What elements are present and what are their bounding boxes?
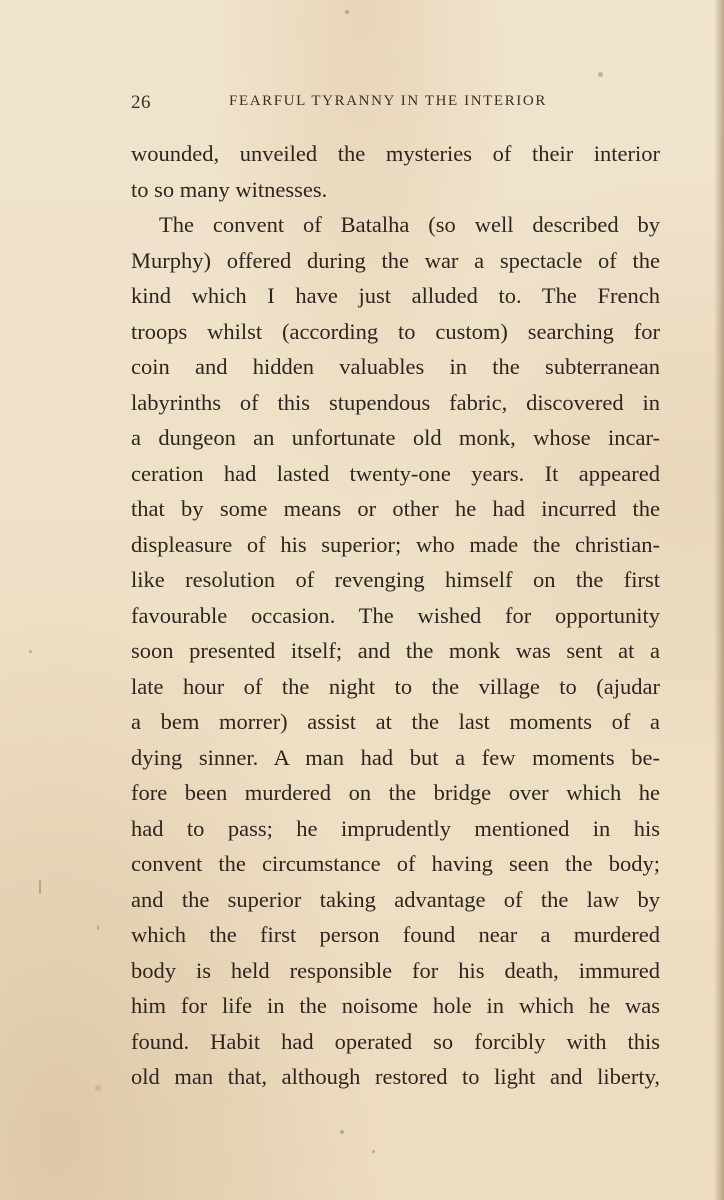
- text-line: a dungeon an unfortunate old monk, whose incar-: [131, 425, 660, 450]
- text-line: body is held responsible for his death, immured: [131, 957, 660, 983]
- running-head: [131, 92, 571, 116]
- text-line: labyrinths of this stupendous fabric, discovered in: [131, 389, 660, 415]
- text-line: like resolution of revenging himself on the first: [131, 567, 660, 592]
- text-line: troops whilst (according to custom) searching for: [131, 318, 660, 344]
- text-line: and the superior taking advantage of the law by: [131, 886, 660, 912]
- text-line: a bem morrer) assist at the last moments of a: [131, 709, 660, 734]
- text-line: convent the circumstance of having seen the body;: [131, 851, 660, 876]
- paper-speck: [340, 1130, 344, 1134]
- text-line: to so many witnesses.: [131, 176, 328, 202]
- paper-speck: [39, 880, 41, 894]
- text-line: fore been murdered on the bridge over which he: [131, 780, 660, 805]
- text-line: coin and hidden valuables in the subterranean: [131, 354, 660, 379]
- paper-speck: [29, 650, 32, 653]
- text-line: wounded, unveiled the mysteries of their interior: [131, 141, 660, 166]
- text-line: had to pass; he imprudently mentioned in his: [131, 815, 660, 841]
- text-line: displeasure of his superior; who made the christian-: [131, 531, 660, 557]
- text-line: favourable occasion. The wished for opportunity: [131, 602, 660, 628]
- text-line: him for life in the noisome hole in which he was: [131, 993, 660, 1018]
- paper-speck: [598, 72, 603, 77]
- running-title: FEARFUL TYRANNY IN THE INTERIOR: [229, 93, 547, 109]
- text-line: found. Habit had operated so forcibly with this: [131, 1028, 660, 1054]
- text-line: soon presented itself; and the monk was sent at a: [131, 638, 660, 663]
- paper-speck: [97, 925, 99, 930]
- paper-speck: [372, 1150, 375, 1153]
- text-line: Murphy) offered during the war a spectacle of the: [131, 247, 660, 273]
- text-line: that by some means or other he had incurred the: [131, 496, 660, 521]
- page-number: 26: [131, 92, 151, 113]
- text-line: The convent of Batalha (so well described by: [159, 212, 660, 237]
- body-text: [131, 136, 660, 1095]
- text-line: kind which I have just alluded to. The French: [131, 283, 660, 308]
- text-line: dying sinner. A man had but a few moments be-: [131, 744, 660, 770]
- paper-speck: [95, 1085, 101, 1091]
- paper-speck: [345, 10, 349, 14]
- text-line: old man that, although restored to light and liberty,: [131, 1064, 660, 1089]
- text-line: late hour of the night to the village to (ajudar: [131, 673, 660, 699]
- text-line: which the first person found near a murdered: [131, 922, 660, 947]
- text-line: ceration had lasted twenty-one years. It appeared: [131, 460, 660, 486]
